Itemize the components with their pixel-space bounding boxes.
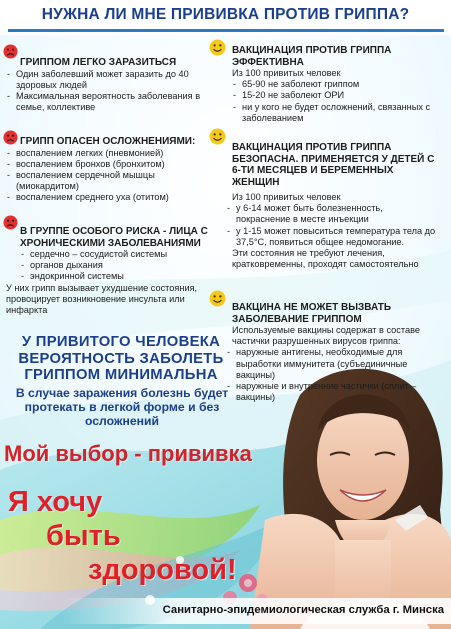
section-list <box>6 69 215 114</box>
title-underline <box>8 29 444 32</box>
section-list <box>226 347 442 403</box>
list-item: - эндокринной системы <box>20 271 215 282</box>
page-title: НУЖНА ЛИ МНЕ ПРИВИВКА ПРОТИВ ГРИППА? <box>41 6 410 23</box>
section-heading: ВАКЦИНАЦИЯ ПРОТИВ ГРИППА БЕЗОПАСНА. ПРИМЕНЯЕТСЯ У ДЕТЕЙ С 6-ТИ МЕСЯЦЕВ И БЕРЕМЕННЫХ ЖЕНЩИН <box>232 142 435 188</box>
section-heading: ГРИПП ОПАСЕН ОСЛОЖНЕНИЯМИ: <box>20 136 196 147</box>
list-item: - 15-20 не заболеют ОРИ <box>232 90 437 101</box>
sad-face-icon <box>3 130 18 145</box>
section-heading: В ГРУППЕ ОСОБОГО РИСКА - ЛИЦА С ХРОНИЧЕСКИМИ ЗАБОЛЕВАНИЯМИ <box>20 226 208 249</box>
list-item: - воспалением бронхов (бронхитом) <box>6 159 215 170</box>
list-item: - органов дыхания <box>20 260 215 271</box>
list-item: - у 6-14 может быть болезненность, покраснение в месте инъекции <box>226 203 437 225</box>
slogan-line: здоровой! <box>88 554 237 586</box>
section-list <box>226 203 437 248</box>
mild-illness-statement: В случае заражения болезнь будет протекать в легкой форме и без осложнений <box>15 386 229 428</box>
list-item: - воспалением сердечной мышцы (миокардитом) <box>6 170 215 192</box>
section-heading: ГРИППОМ ЛЕГКО ЗАРАЗИТЬСЯ <box>20 57 177 68</box>
list-item: - сердечно – сосудистой системы <box>20 249 215 260</box>
list-item: - воспалением среднего уха (отитом) <box>6 192 215 203</box>
section-intro: Используемые вакцины содержат в составе частички разрушенных вирусов гриппа: <box>232 325 420 347</box>
section-intro: Из 100 привитых человек <box>232 192 341 202</box>
section-intro: Из 100 привитых человек <box>232 68 341 78</box>
slogan-want-healthy <box>8 485 238 587</box>
list-item: - у 1-15 может повыситься температура тела до 37,5°С, появиться общее недомогание. <box>226 226 437 248</box>
slogan-line: быть <box>46 520 121 552</box>
slogan-line: Я хочу <box>8 486 103 518</box>
footer-organization: Санитарно-эпидемиологическая служба г. Минска <box>162 604 444 616</box>
section-risk-group <box>6 226 215 316</box>
sad-face-icon <box>3 44 18 59</box>
section-heading: ВАКЦИНАЦИЯ ПРОТИВ ГРИППА ЭФФЕКТИВНА <box>232 45 392 68</box>
section-note: У них грипп вызывает ухудшение состояния, провоцирует возникновение инсульта или инфаркта <box>6 282 198 316</box>
section-easy-infection <box>16 57 215 113</box>
section-heading: ВАКЦИНА НЕ МОЖЕТ ВЫЗВАТЬ ЗАБОЛЕВАНИЕ ГРИППОМ <box>232 302 392 325</box>
sad-face-icon <box>3 215 18 230</box>
list-item: - Максимальная вероятность заболевания в семье, коллективе <box>6 91 215 113</box>
list-item: - Один заболевший может заразить до 40 здоровых людей <box>6 69 215 91</box>
section-complications <box>16 136 215 204</box>
section-cannot-cause <box>232 302 442 403</box>
list-item: - воспалением легких (пневмонией) <box>6 148 215 159</box>
section-list <box>232 79 437 124</box>
section-list <box>6 148 215 204</box>
slogan-my-choice: Мой выбор - прививка <box>4 441 252 466</box>
vaccinated-probability-statement: У ПРИВИТОГО ЧЕЛОВЕКА ВЕРОЯТНОСТЬ ЗАБОЛЕТЬ ГРИППОМ МИНИМАЛЬНА <box>18 334 224 383</box>
list-item: - наружные и внутренние частички (сплит – вакцины) <box>226 381 442 403</box>
section-note: Эти состояния не требуют лечения, кратковременны, проходят самостоятельно <box>232 248 419 270</box>
smiley-face-icon <box>209 39 226 56</box>
list-item: - наружные антигены, необходимые для выработки иммунитета (субъединичные вакцины) <box>226 347 442 381</box>
section-safe <box>232 142 437 270</box>
section-list <box>20 249 215 283</box>
section-effective <box>232 45 437 124</box>
list-item: - ни у кого не будет осложнений, связанных с заболеванием <box>232 102 437 124</box>
list-item: - 65-90 не заболеют гриппом <box>232 79 437 90</box>
